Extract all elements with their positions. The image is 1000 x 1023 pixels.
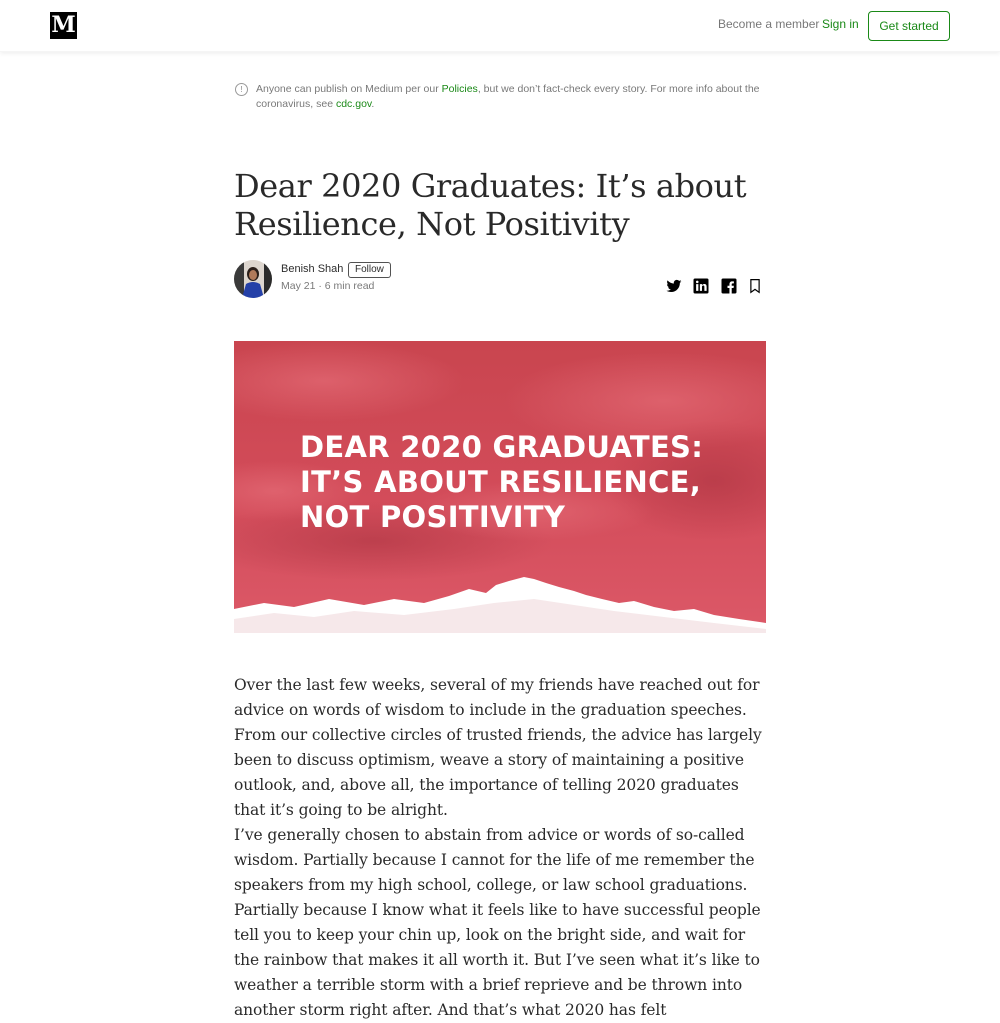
follow-button[interactable]: Follow — [348, 262, 391, 278]
bookmark-icon[interactable] — [746, 277, 764, 295]
become-member-link[interactable]: Become a member — [718, 17, 820, 31]
author-avatar[interactable] — [234, 260, 272, 298]
sign-in-link[interactable]: Sign in — [822, 17, 859, 31]
twitter-icon[interactable] — [665, 277, 683, 295]
notice-text: Anyone can publish on Medium per our Policies, but we don’t fact-check every story. For more info about the coronavirus, see cdc.gov. — [256, 83, 760, 110]
medium-logo[interactable]: M — [51, 12, 76, 38]
meta-separator: · — [318, 280, 322, 292]
read-time: 6 min read — [324, 280, 375, 292]
paragraph-1: Over the last few weeks, several of my friends have reached out for advice on words of wisdom to include in the graduation speeches. From our collective circles of trusted friends, the advice has largely been to discuss optimism, weave a story of maintaining a positive outlook, and, above all, the importance of telling 2020 graduates that it’s going to be alright. — [234, 676, 762, 819]
hero-heading: DEAR 2020 GRADUATES: IT’S ABOUT RESILIENCE, NOT POSITIVITY — [300, 430, 704, 534]
article-title: Dear 2020 Graduates: It’s about Resilience, Not Positivity — [234, 167, 747, 243]
get-started-button[interactable]: Get started — [868, 11, 950, 41]
paragraph-2: I’ve generally chosen to abstain from advice or words of so-called wisdom. Partially because I cannot for the life of me remember the speakers from my high school, college, or law school graduations. Partially because I know what it feels like to have successful people tell you to keep your chin up, look on the bright side, and wait for the rainbow that makes it all worth it. But I’ve seen what it’s like to weather a terrible storm with a brief reprieve and be thrown into another storm right after. And that’s what 2020 has felt — [234, 826, 761, 1019]
policies-link[interactable]: Policies — [441, 83, 478, 95]
publish-date: May 21 — [281, 280, 316, 292]
facebook-icon[interactable] — [720, 277, 738, 295]
cdc-link[interactable]: cdc.gov — [335, 98, 372, 110]
hero-image — [234, 341, 766, 633]
linkedin-icon[interactable] — [692, 277, 710, 295]
info-icon: ! — [235, 83, 248, 96]
top-navigation-bar — [0, 0, 1000, 52]
article-meta — [281, 280, 374, 292]
author-name[interactable]: Benish Shah — [281, 263, 344, 275]
